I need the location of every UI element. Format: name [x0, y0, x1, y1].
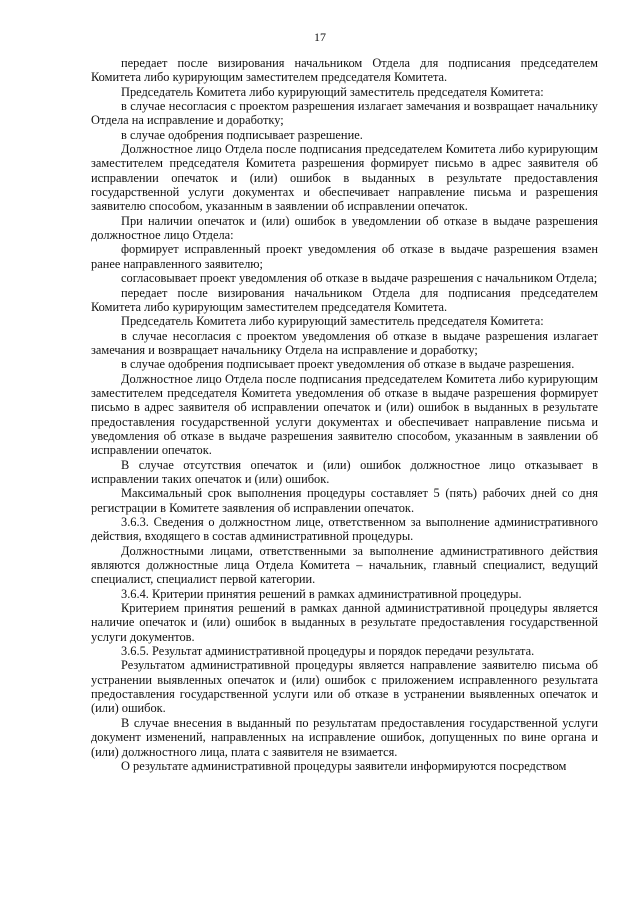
paragraph: передает после визирования начальником Отдела для подписания председателем Комитета либо курирующим заместителем председателя Комитета.: [91, 285, 598, 314]
paragraph: формирует исправленный проект уведомления об отказе в выдаче разрешения взамен ранее направленного заявителю;: [91, 242, 598, 271]
paragraph: Результатом административной процедуры является направление заявителю письма об устранении выявленных опечаток и (или) ошибок с приложением исправленного результата предоставления государственной услуги или об отказе в устранении выявленных опечаток и (или) ошибок.: [91, 658, 598, 716]
paragraph: в случае одобрения подписывает разрешение.: [121, 127, 363, 142]
paragraph: передает после визирования начальником Отдела для подписания председателем Комитета либо курирующим заместителем председателя Комитета.: [91, 56, 598, 85]
paragraph: в случае несогласия с проектом разрешения излагает замечания и возвращает начальнику Отдела на исправление и доработку;: [91, 99, 598, 128]
paragraph: В случае отсутствия опечаток и (или) ошибок должностное лицо отказывает в исправлении таких опечаток и (или) ошибок.: [91, 457, 598, 486]
page-number: 17: [314, 30, 326, 44]
paragraph: При наличии опечаток и (или) ошибок в уведомлении об отказе в выдаче разрешения должностное лицо Отдела:: [91, 213, 598, 243]
paragraph: в случае несогласия с проектом уведомления об отказе в выдаче разрешения излагает замечания и возвращает начальнику Отдела на исправление и доработку;: [91, 328, 598, 357]
section-heading: 3.6.4. Критерии принятия решений в рамках административной процедуры.: [121, 586, 522, 601]
section-heading: 3.6.3. Сведения о должностном лице, ответственном за выполнение административного действия, входящего в состав административной процедуры.: [91, 515, 598, 544]
document-body: [91, 56, 598, 773]
section-heading: 3.6.5. Результат административной процедуры и порядок передачи результата.: [121, 644, 535, 659]
paragraph: Председатель Комитета либо курирующий заместитель председателя Комитета:: [121, 314, 544, 329]
paragraph: Критерием принятия решений в рамках данной административной процедуры является наличие опечаток и (или) ошибок в выданных в результате предоставления государственной услуги документов.: [91, 601, 598, 644]
paragraph: Максимальный срок выполнения процедуры составляет 5 (пять) рабочих дней со дня регистрации в Комитете заявления об исправлении опечаток.: [91, 486, 598, 515]
paragraph: Председатель Комитета либо курирующий заместитель председателя Комитета:: [121, 84, 544, 99]
paragraph: Должностное лицо Отдела после подписания председателем Комитета либо курирующим заместителем председателя Комитета уведомления об отказе в выдаче разрешения формирует письмо в адрес заявителя об исправлении опечаток и (или) ошибок в выданных в результате предоставления государственной услуги документах и обеспечивает направление письма и уведомления об отказе в выдаче разрешения заявителю способом, указанным в заявлении об исправлении опечаток.: [91, 371, 598, 458]
paragraph: в случае одобрения подписывает проект уведомления об отказе в выдаче разрешения.: [121, 357, 575, 372]
paragraph: Должностное лицо Отдела после подписания председателем Комитета либо курирующим заместителем председателя Комитета разрешения формирует письмо в адрес заявителя об исправлении опечаток и (или) ошибок в выданных в результате предоставления государственной услуги документах и обеспечивает направление письма и разрешения заявителю способом, указанным в заявлении об исправлении опечаток.: [91, 142, 598, 214]
paragraph: согласовывает проект уведомления об отказе в выдаче разрешения с начальником Отдела;: [121, 271, 598, 286]
paragraph: В случае внесения в выданный по результатам предоставления государственной услуги документ изменений, направленных на исправление ошибок, допущенных по вине органа и (или) должностного лица, плата с заявителя не взимается.: [91, 715, 598, 759]
paragraph: О результате административной процедуры заявители информируются посредством: [121, 758, 567, 773]
paragraph: Должностными лицами, ответственными за выполнение административного действия являются должностные лица Отдела Комитета – начальник, главный специалист, ведущий специалист, специалист первой категории.: [91, 543, 598, 587]
